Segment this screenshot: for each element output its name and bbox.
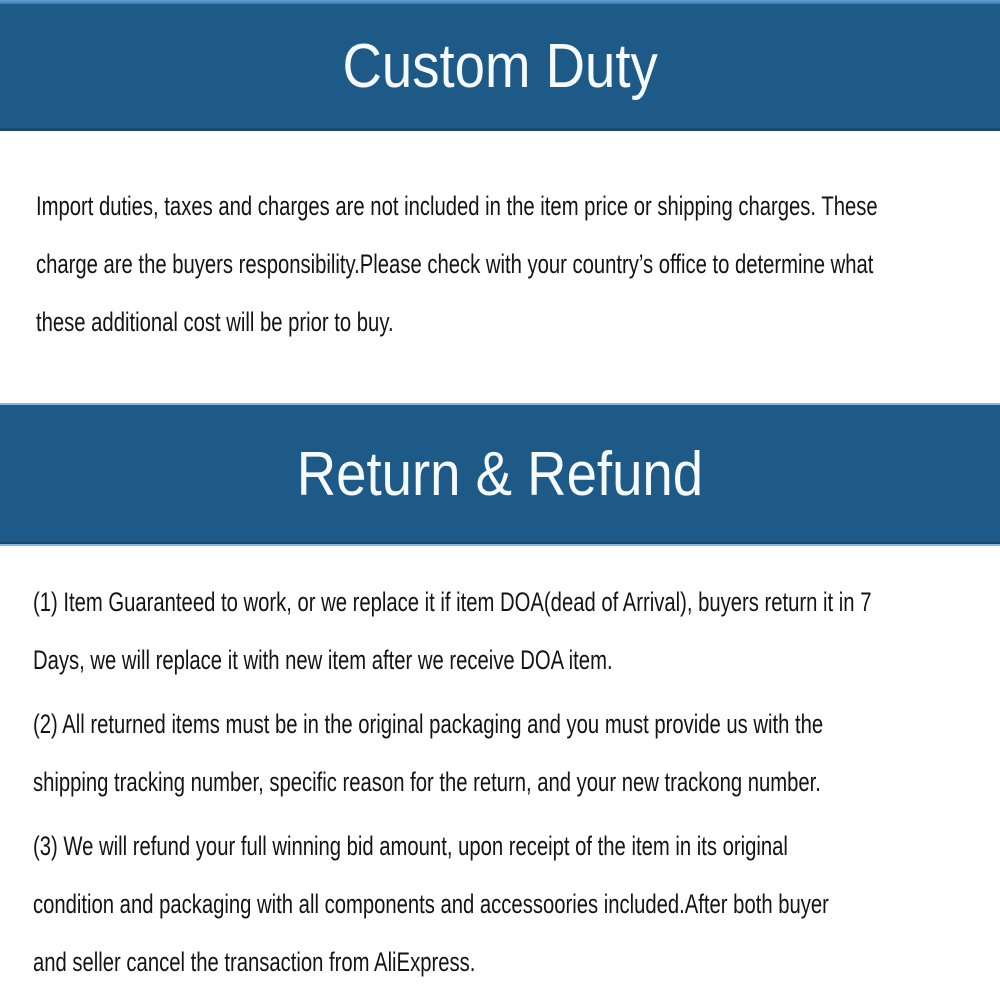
custom-duty-paragraph <box>0 131 1000 351</box>
return-policy-item-3-line-2: condition and packaging with all components and accessoories included.After both buyer <box>33 889 829 919</box>
custom-duty-line-2: charge are the buyers responsibility.Please check with your country’s office to determine what <box>36 249 874 279</box>
return-refund-banner <box>0 403 1000 546</box>
return-policy-item-2-line-1: (2) All returned items must be in the original packaging and you must provide us with the <box>33 709 824 739</box>
custom-duty-line-1: Import duties, taxes and charges are not included in the item price or shipping charges. These <box>36 191 878 221</box>
return-refund-list <box>0 546 1000 991</box>
custom-duty-banner <box>0 4 1000 131</box>
custom-duty-title: Custom Duty <box>342 31 658 101</box>
return-policy-item-1-line-1: (1) Item Guaranteed to work, or we replace it if item DOA(dead of Arrival), buyers return it in 7 <box>33 587 872 617</box>
return-policy-item-2-line-2: shipping tracking number, specific reason for the return, and your new trackong number. <box>33 767 821 797</box>
return-policy-item-1-line-2: Days, we will replace it with new item after we receive DOA item. <box>33 645 613 675</box>
return-refund-title: Return & Refund <box>296 440 704 509</box>
return-policy-item-1 <box>33 573 1000 689</box>
return-policy-item-3-line-3: and seller cancel the transaction from AliExpress. <box>33 947 476 977</box>
return-policy-item-3-line-1: (3) We will refund your full winning bid amount, upon receipt of the item in its original <box>33 831 788 861</box>
return-policy-item-2 <box>33 695 1000 811</box>
return-policy-item-3 <box>33 817 1000 991</box>
custom-duty-line-3: these additional cost will be prior to buy. <box>36 307 394 337</box>
